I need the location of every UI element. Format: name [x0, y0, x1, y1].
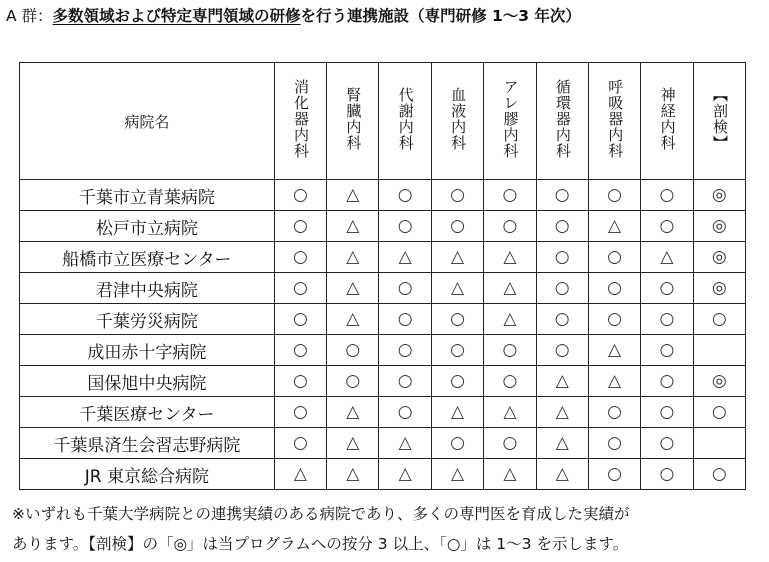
table-row [20, 304, 746, 335]
table-body [20, 180, 746, 490]
hospital-name-cell: 千葉医療センター [20, 397, 275, 428]
rating-cell: △ [274, 459, 326, 490]
title-middle: を行う連携施設 [300, 7, 410, 25]
rating-cell: ○ [484, 211, 536, 242]
rating-cell: ○ [484, 335, 536, 366]
table-row [20, 335, 746, 366]
rating-cell: ○ [274, 242, 326, 273]
page-title [6, 4, 766, 28]
rating-cell: △ [327, 397, 379, 428]
rating-cell: ○ [536, 180, 588, 211]
header-autopsy-label: 【剖検】 [710, 87, 729, 151]
rating-cell [693, 335, 745, 366]
rating-cell: ○ [536, 211, 588, 242]
header-dept [274, 63, 326, 180]
rating-cell: ○ [536, 304, 588, 335]
header-dept-label: 血液内科 [449, 87, 468, 151]
rating-cell: △ [536, 397, 588, 428]
rating-cell: ○ [588, 428, 640, 459]
title-suffix: （専門研修 1～3 年次） [409, 7, 581, 25]
table-row [20, 211, 746, 242]
header-dept-label: 代謝内科 [396, 87, 415, 151]
hospital-name-cell: 国保旭中央病院 [20, 366, 275, 397]
header-dept-label: 循環器内科 [553, 79, 572, 159]
header-dept [327, 63, 379, 180]
rating-cell: ○ [431, 304, 483, 335]
rating-cell: ○ [379, 180, 431, 211]
rating-cell: △ [327, 304, 379, 335]
header-dept-label: アレ膠内科 [501, 79, 520, 159]
rating-cell: ○ [431, 335, 483, 366]
rating-cell: ○ [641, 397, 693, 428]
rating-cell: ○ [641, 366, 693, 397]
table-row [20, 428, 746, 459]
hospital-name-cell: 成田赤十字病院 [20, 335, 275, 366]
header-dept [588, 63, 640, 180]
header-dept [484, 63, 536, 180]
rating-cell: △ [431, 273, 483, 304]
rating-cell: △ [379, 428, 431, 459]
rating-cell: ○ [379, 366, 431, 397]
rating-cell: ○ [431, 180, 483, 211]
rating-cell: ◎ [693, 273, 745, 304]
rating-cell: ○ [693, 459, 745, 490]
header-dept-label: 腎臓内科 [344, 87, 363, 151]
rating-cell: △ [484, 273, 536, 304]
rating-cell: ○ [274, 366, 326, 397]
hospital-name-cell: 千葉労災病院 [20, 304, 275, 335]
table-row [20, 459, 746, 490]
rating-cell: ○ [379, 273, 431, 304]
rating-cell [693, 428, 745, 459]
rating-cell: ○ [379, 335, 431, 366]
rating-cell: ○ [641, 304, 693, 335]
header-dept-label: 神経内科 [658, 87, 677, 151]
rating-cell: ○ [379, 304, 431, 335]
rating-cell: △ [431, 397, 483, 428]
rating-cell: ○ [274, 211, 326, 242]
rating-cell: ○ [588, 180, 640, 211]
hospital-table [19, 62, 746, 490]
rating-cell: △ [327, 211, 379, 242]
rating-cell: △ [327, 273, 379, 304]
table-row [20, 180, 746, 211]
hospital-name-cell: JR 東京総合病院 [20, 459, 275, 490]
rating-cell: ○ [588, 304, 640, 335]
rating-cell: ○ [588, 273, 640, 304]
header-hospital-name: 病院名 [20, 63, 275, 180]
header-autopsy [693, 63, 745, 180]
rating-cell: ○ [431, 211, 483, 242]
header-dept-label: 呼吸器内科 [606, 79, 625, 159]
rating-cell: △ [641, 242, 693, 273]
rating-cell: ○ [588, 459, 640, 490]
rating-cell: ○ [536, 242, 588, 273]
rating-cell: ◎ [693, 242, 745, 273]
footnote [12, 499, 762, 559]
hospital-name-cell: 松戸市立病院 [20, 211, 275, 242]
rating-cell: ○ [641, 180, 693, 211]
rating-cell: △ [484, 304, 536, 335]
rating-cell: ○ [536, 273, 588, 304]
rating-cell: △ [588, 211, 640, 242]
rating-cell: ○ [536, 335, 588, 366]
table-row [20, 397, 746, 428]
table-row [20, 273, 746, 304]
rating-cell: ◎ [693, 366, 745, 397]
rating-cell: ○ [274, 428, 326, 459]
rating-cell: △ [484, 459, 536, 490]
rating-cell: △ [588, 335, 640, 366]
hospital-name-cell: 千葉県済生会習志野病院 [20, 428, 275, 459]
rating-cell: ○ [274, 180, 326, 211]
rating-cell: △ [327, 180, 379, 211]
rating-cell: ○ [641, 459, 693, 490]
rating-cell: △ [536, 459, 588, 490]
rating-cell: ◎ [693, 180, 745, 211]
rating-cell: △ [536, 428, 588, 459]
header-dept [536, 63, 588, 180]
rating-cell: ○ [588, 242, 640, 273]
rating-cell: △ [536, 366, 588, 397]
rating-cell: ○ [641, 335, 693, 366]
rating-cell: ○ [484, 428, 536, 459]
rating-cell: ○ [431, 366, 483, 397]
rating-cell: ○ [693, 397, 745, 428]
rating-cell: ○ [484, 366, 536, 397]
rating-cell: ○ [274, 304, 326, 335]
title-underlined: 多数領域および特定専門領域の研修 [52, 7, 301, 25]
rating-cell: ○ [484, 180, 536, 211]
rating-cell: ○ [693, 304, 745, 335]
rating-cell: ○ [379, 211, 431, 242]
rating-cell: △ [327, 459, 379, 490]
hospital-name-cell: 君津中央病院 [20, 273, 275, 304]
header-dept [641, 63, 693, 180]
rating-cell: △ [588, 366, 640, 397]
footnote-line-2: あります。【剖検】の「◎」は当プログラムへの按分 3 以上、「○」は 1～3 を示します。 [12, 535, 629, 553]
rating-cell: ○ [327, 335, 379, 366]
rating-cell: ◎ [693, 211, 745, 242]
table-row [20, 366, 746, 397]
rating-cell: ○ [379, 397, 431, 428]
rating-cell: △ [379, 459, 431, 490]
rating-cell: △ [327, 428, 379, 459]
rating-cell: ○ [274, 397, 326, 428]
table-row [20, 242, 746, 273]
title-prefix: A 群： [6, 7, 53, 25]
header-dept-label: 消化器内科 [292, 79, 311, 159]
rating-cell: ○ [431, 428, 483, 459]
rating-cell: ○ [327, 366, 379, 397]
header-row [20, 63, 746, 180]
footnote-line-1: ※いずれも千葉大学病院との連携実績のある病院であり、多くの専門医を育成した実績が [12, 505, 630, 523]
rating-cell: △ [431, 459, 483, 490]
rating-cell: △ [431, 242, 483, 273]
hospital-name-cell: 船橋市立医療センター [20, 242, 275, 273]
rating-cell: ○ [274, 335, 326, 366]
header-dept [379, 63, 431, 180]
rating-cell: ○ [641, 273, 693, 304]
rating-cell: ○ [641, 428, 693, 459]
rating-cell: △ [484, 397, 536, 428]
rating-cell: △ [379, 242, 431, 273]
rating-cell: ○ [588, 397, 640, 428]
rating-cell: △ [484, 242, 536, 273]
hospital-name-cell: 千葉市立青葉病院 [20, 180, 275, 211]
rating-cell: ○ [274, 273, 326, 304]
rating-cell: △ [327, 242, 379, 273]
rating-cell: ○ [641, 211, 693, 242]
header-dept [431, 63, 483, 180]
